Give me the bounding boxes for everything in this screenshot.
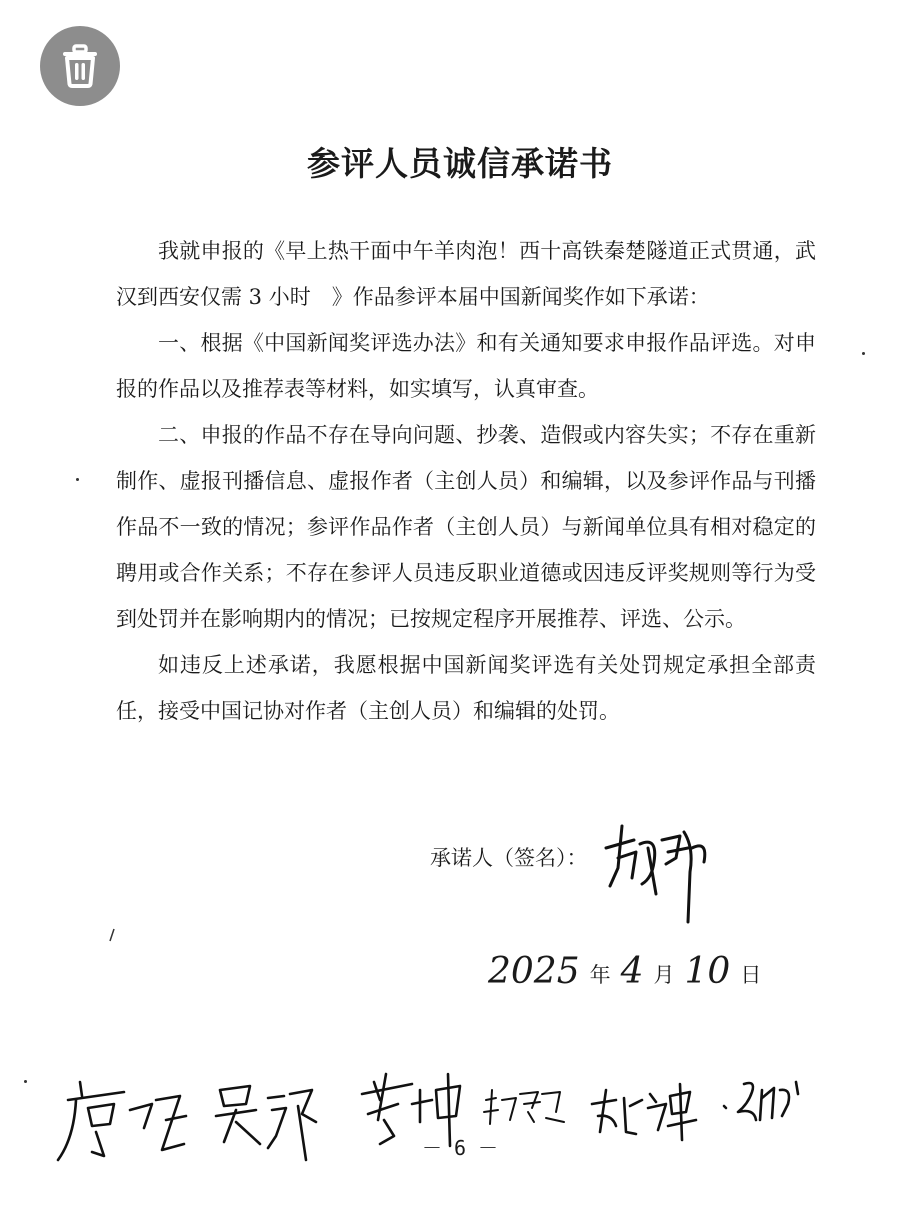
pledge-item-two: 二、申报的作品不存在导向问题、抄袭、造假或内容失实；不存在重新制作、虚报刊播信息、虚报作者（主创人员）和编辑，以及参评作品与刊播作品不一致的情况；参评作品作者（主创人员）与新闻单位具有相对稳定的聘用或合作关系；不存在参评人员违反职业道德或因违反评奖规则等行为受到处罚并在影响期内的情况；已按规定程序开展推荐、评选、公示。 xyxy=(116,423,816,631)
stray-dot xyxy=(862,352,865,355)
delete-button[interactable] xyxy=(40,26,120,106)
page-number: － 6 － xyxy=(421,1136,499,1160)
trash-icon xyxy=(60,44,100,88)
date-year: 2025 xyxy=(488,951,580,992)
stray-pen-mark xyxy=(108,928,116,942)
document-title: 参评人员诚信承诺书 xyxy=(307,144,613,183)
date-day: 10 xyxy=(684,951,731,992)
intro-paragraph: 我就申报的《早上热干面中午羊肉泡！西十高铁秦楚隧道正式贯通，武汉到西安仅需 3 小时 》作品参评本届中国新闻奖作如下承诺： xyxy=(116,239,816,309)
date-day-unit: 日 xyxy=(740,963,762,987)
date-year-unit: 年 xyxy=(589,963,611,987)
pledge-item-one: 一、根据《中国新闻奖评选办法》和有关通知要求申报作品评选。对申报的作品以及推荐表等材料，如实填写，认真审查。 xyxy=(116,331,816,401)
pledger-signature xyxy=(596,818,736,928)
pledge-body xyxy=(116,228,816,734)
signing-date xyxy=(488,920,771,990)
pledger-label: 承诺人（签名）： xyxy=(430,846,588,870)
stray-dot xyxy=(76,478,79,481)
co-author-signature xyxy=(724,1082,798,1120)
stray-dot xyxy=(24,1080,27,1083)
date-month-unit: 月 xyxy=(653,963,675,987)
co-author-signature xyxy=(484,1090,564,1124)
date-month: 4 xyxy=(620,951,644,992)
penalty-paragraph: 如违反上述承诺，我愿根据中国新闻奖评选有关处罚规定承担全部责任，接受中国记协对作者（主创人员）和编辑的处罚。 xyxy=(116,653,816,723)
